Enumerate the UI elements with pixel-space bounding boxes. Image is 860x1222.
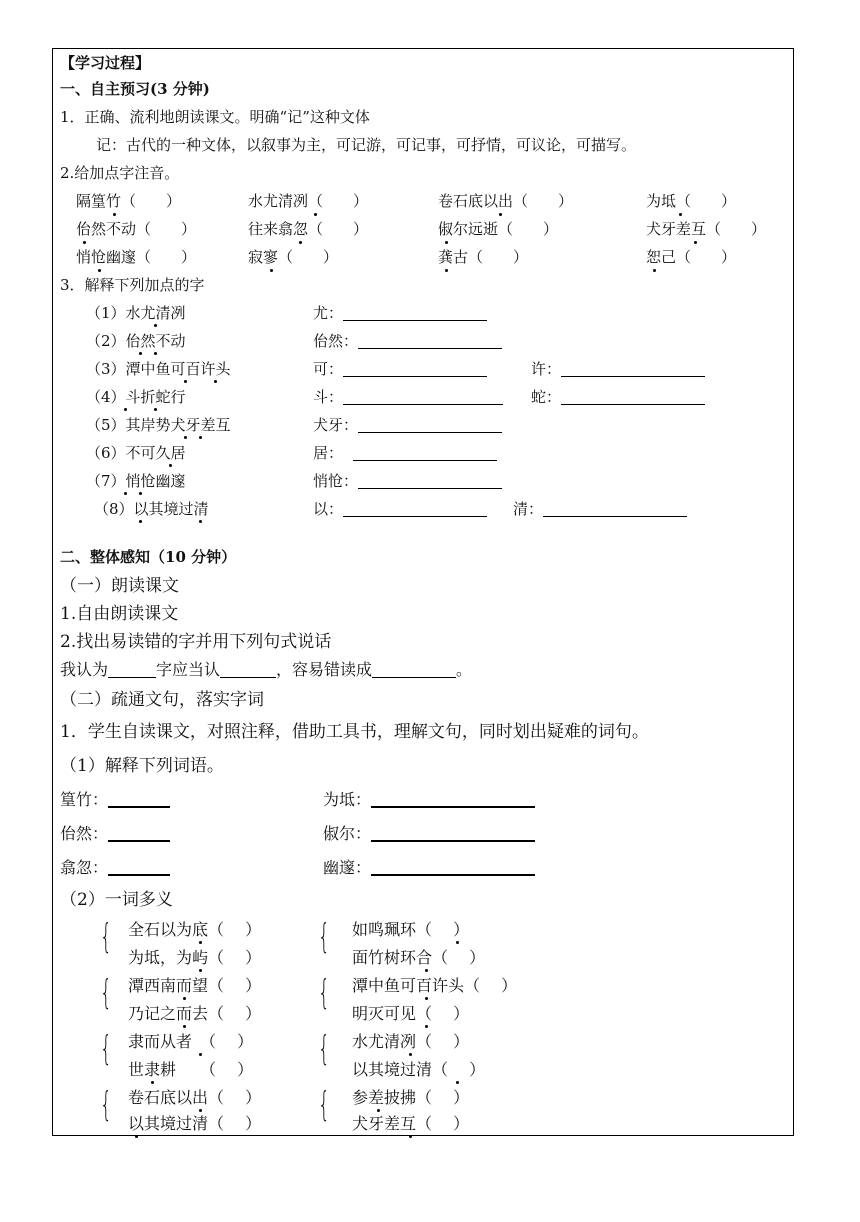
word-blank[interactable] [108, 839, 170, 842]
explain-answer-label: 犬牙： [313, 418, 502, 433]
emphasis-dot [314, 213, 317, 216]
answer-blank[interactable] [353, 459, 497, 461]
emphasis-dot [139, 352, 142, 355]
polysemy-line: 参差披拂（ ） [352, 1088, 470, 1107]
polysemy-line: 隶而从者 （ ） [128, 1032, 254, 1051]
emphasis-dot [183, 997, 186, 1000]
emphasis-dot [199, 969, 202, 972]
group-brace: { [318, 1085, 330, 1125]
pinyin-cell: 恕己（ ） [646, 248, 737, 266]
pattern-blank[interactable] [372, 676, 456, 678]
answer-blank[interactable] [358, 487, 502, 489]
emphasis-dot [199, 1053, 202, 1056]
emphasis-dot [445, 269, 448, 272]
pinyin-cell: 为坻（ ） [646, 192, 737, 210]
answer-blank[interactable] [561, 403, 705, 405]
emphasis-dot [456, 941, 459, 944]
explain-question: （4）斗折蛇行 [86, 388, 186, 406]
emphasis-dot [377, 1109, 380, 1112]
emphasis-dot [425, 1025, 428, 1028]
emphasis-dot [113, 213, 116, 216]
section1-title: 一、自主预习(3 分钟) [60, 80, 210, 98]
explain-answer-label: 斗： [313, 390, 503, 405]
emphasis-dot [124, 408, 127, 411]
emphasis-dot [653, 269, 656, 272]
polysemy-line: 犬牙差互（ ） [352, 1114, 470, 1133]
polysemy-line: 如鸣珮环（ ） [352, 920, 470, 939]
pinyin-cell: 水尤清冽（ ） [248, 192, 369, 210]
emphasis-dot [184, 436, 187, 439]
pinyin-cell: 悄怆幽邃（ ） [76, 248, 197, 266]
polysemy-line: 水尤清冽（ ） [352, 1032, 470, 1051]
pinyin-cell: 卷石底以出（ ） [438, 192, 574, 210]
emphasis-dot [199, 941, 202, 944]
word-blank[interactable] [108, 873, 170, 876]
emphasis-dot [299, 241, 302, 244]
emphasis-dot [98, 269, 101, 272]
preview-item-1-note: 记：古代的一种文体，以叙事为主，可记游，可记事，可抒情，可议论，可描写。 [96, 136, 637, 154]
sentence-pattern: 我认为 字应当认 ，容易错读成 。 [60, 660, 473, 679]
word-entry: 为坻： [323, 792, 535, 808]
emphasis-dot [183, 1025, 186, 1028]
explain-question: （3）潭中鱼可百许头 [86, 360, 231, 378]
explain-answer-label: 许： [531, 362, 705, 377]
pinyin-cell: 往来翕忽（ ） [248, 220, 369, 238]
pinyin-cell: 俶尔远逝（ ） [438, 220, 559, 238]
emphasis-dot [425, 997, 428, 1000]
emphasis-dot [499, 213, 502, 216]
polysemy-line: 全石以为底（ ） [128, 920, 262, 939]
group-brace: { [100, 917, 112, 957]
emphasis-dot [184, 380, 187, 383]
polysemy-line: 潭中鱼可百许头（ ） [352, 976, 518, 995]
sub-heading-read: （一）朗读课文 [60, 576, 179, 596]
polysemy-line: 明灭可见（ ） [352, 1004, 470, 1023]
word-blank[interactable] [371, 839, 535, 842]
pinyin-cell: 龚古（ ） [438, 248, 529, 266]
polysemy-line: 世隶耕 （ ） [128, 1060, 254, 1079]
explain-answer-label: 佁然： [313, 334, 502, 349]
word-entry: 篁竹： [60, 792, 170, 808]
explain-answer-label: 清： [513, 502, 687, 517]
emphasis-dot [425, 969, 428, 972]
pinyin-cell: 隔篁竹（ ） [76, 192, 182, 210]
group-brace: { [100, 1029, 112, 1069]
translate-item-1: 1．学生自读课文，对照注释，借助工具书，理解文句，同时划出疑难的词句。 [60, 722, 649, 742]
emphasis-dot [199, 1109, 202, 1112]
section2-title: 二、整体感知（10 分钟） [60, 548, 237, 566]
answer-blank[interactable] [343, 319, 487, 321]
answer-blank[interactable] [561, 375, 705, 377]
word-entry: 俶尔： [323, 826, 535, 842]
emphasis-dot [270, 269, 273, 272]
emphasis-dot [124, 492, 127, 495]
group-brace: { [100, 1085, 112, 1125]
polysemy-line: 以其境过清（ ） [352, 1060, 486, 1079]
explain-question: （8）以其境过清 [94, 500, 209, 518]
emphasis-dot [694, 241, 697, 244]
emphasis-dot [456, 1081, 459, 1084]
word-blank[interactable] [371, 873, 535, 876]
emphasis-dot [154, 352, 157, 355]
emphasis-dot [445, 241, 448, 244]
word-entry: 幽邃： [323, 860, 535, 876]
sub-heading-translate: （二）疏通文句，落实字词 [60, 690, 264, 710]
emphasis-dot [151, 1081, 154, 1084]
word-blank[interactable] [371, 805, 535, 808]
emphasis-dot [679, 213, 682, 216]
words-title: （1）解释下列词语。 [60, 756, 224, 776]
polysemy-line: 以其境过清（ ） [128, 1114, 262, 1133]
explain-question: （6）不可久居 [86, 444, 186, 462]
answer-blank[interactable] [358, 347, 502, 349]
pattern-blank[interactable] [220, 676, 276, 678]
explain-question: （7）悄怆幽邃 [86, 472, 186, 490]
explain-answer-label: 蛇： [531, 390, 705, 405]
explain-answer-label: 可： [313, 362, 487, 377]
explain-question: （5）其岸势犬牙差互 [86, 416, 231, 434]
emphasis-dot [135, 1135, 138, 1138]
read-item-1: 1.自由朗读课文 [60, 604, 179, 624]
pattern-blank[interactable] [108, 676, 156, 678]
pinyin-cell: 犬牙差互（ ） [646, 220, 767, 238]
preview-item-1: 1．正确、流利地朗读课文。明确“记”这种文体 [60, 108, 370, 126]
word-entry: 佁然： [60, 826, 170, 842]
polysemy-line: 为坻，为屿（ ） [128, 948, 262, 967]
answer-blank[interactable] [343, 515, 487, 517]
word-blank[interactable] [108, 805, 170, 808]
emphasis-dot [409, 1135, 412, 1138]
polysemy-line: 乃记之而去（ ） [128, 1004, 262, 1023]
answer-blank[interactable] [543, 515, 687, 517]
explain-question: （1）水尤清冽 [86, 304, 186, 322]
polysemy-line: 卷石底以出（ ） [128, 1088, 262, 1107]
group-brace: { [318, 917, 330, 957]
emphasis-dot [409, 1053, 412, 1056]
group-brace: { [318, 1029, 330, 1069]
answer-blank[interactable] [358, 431, 502, 433]
emphasis-dot [199, 520, 202, 523]
pinyin-cell: 佁然不动（ ） [76, 220, 197, 238]
emphasis-dot [139, 520, 142, 523]
answer-blank[interactable] [343, 403, 503, 405]
polysemy-line: 面竹树环合（ ） [352, 948, 486, 967]
explain-answer-label: 以： [313, 502, 487, 517]
explain-answer-label: 居： [313, 446, 497, 461]
emphasis-dot [199, 436, 202, 439]
preview-item-2: 2.给加点字注音。 [60, 164, 180, 182]
group-brace: { [318, 973, 330, 1013]
emphasis-dot [169, 464, 172, 467]
polysemy-line: 潭西南而望（ ） [128, 976, 262, 995]
group-brace: { [100, 973, 112, 1013]
pinyin-cell: 寂寥（ ） [248, 248, 339, 266]
answer-blank[interactable] [343, 375, 487, 377]
section-header: 【学习过程】 [60, 54, 151, 72]
emphasis-dot [154, 408, 157, 411]
explain-question: （2）佁然不动 [86, 332, 186, 350]
emphasis-dot [214, 380, 217, 383]
emphasis-dot [83, 241, 86, 244]
preview-item-3: 3．解释下列加点的字 [60, 276, 205, 294]
read-item-2: 2.找出易读错的字并用下列句式说话 [60, 632, 332, 652]
explain-answer-label: 尤： [313, 306, 487, 321]
emphasis-dot [139, 492, 142, 495]
polysemy-title: （2）一词多义 [60, 890, 173, 910]
word-entry: 翕忽： [60, 860, 170, 876]
emphasis-dot [154, 324, 157, 327]
explain-answer-label: 悄怆： [313, 474, 502, 489]
